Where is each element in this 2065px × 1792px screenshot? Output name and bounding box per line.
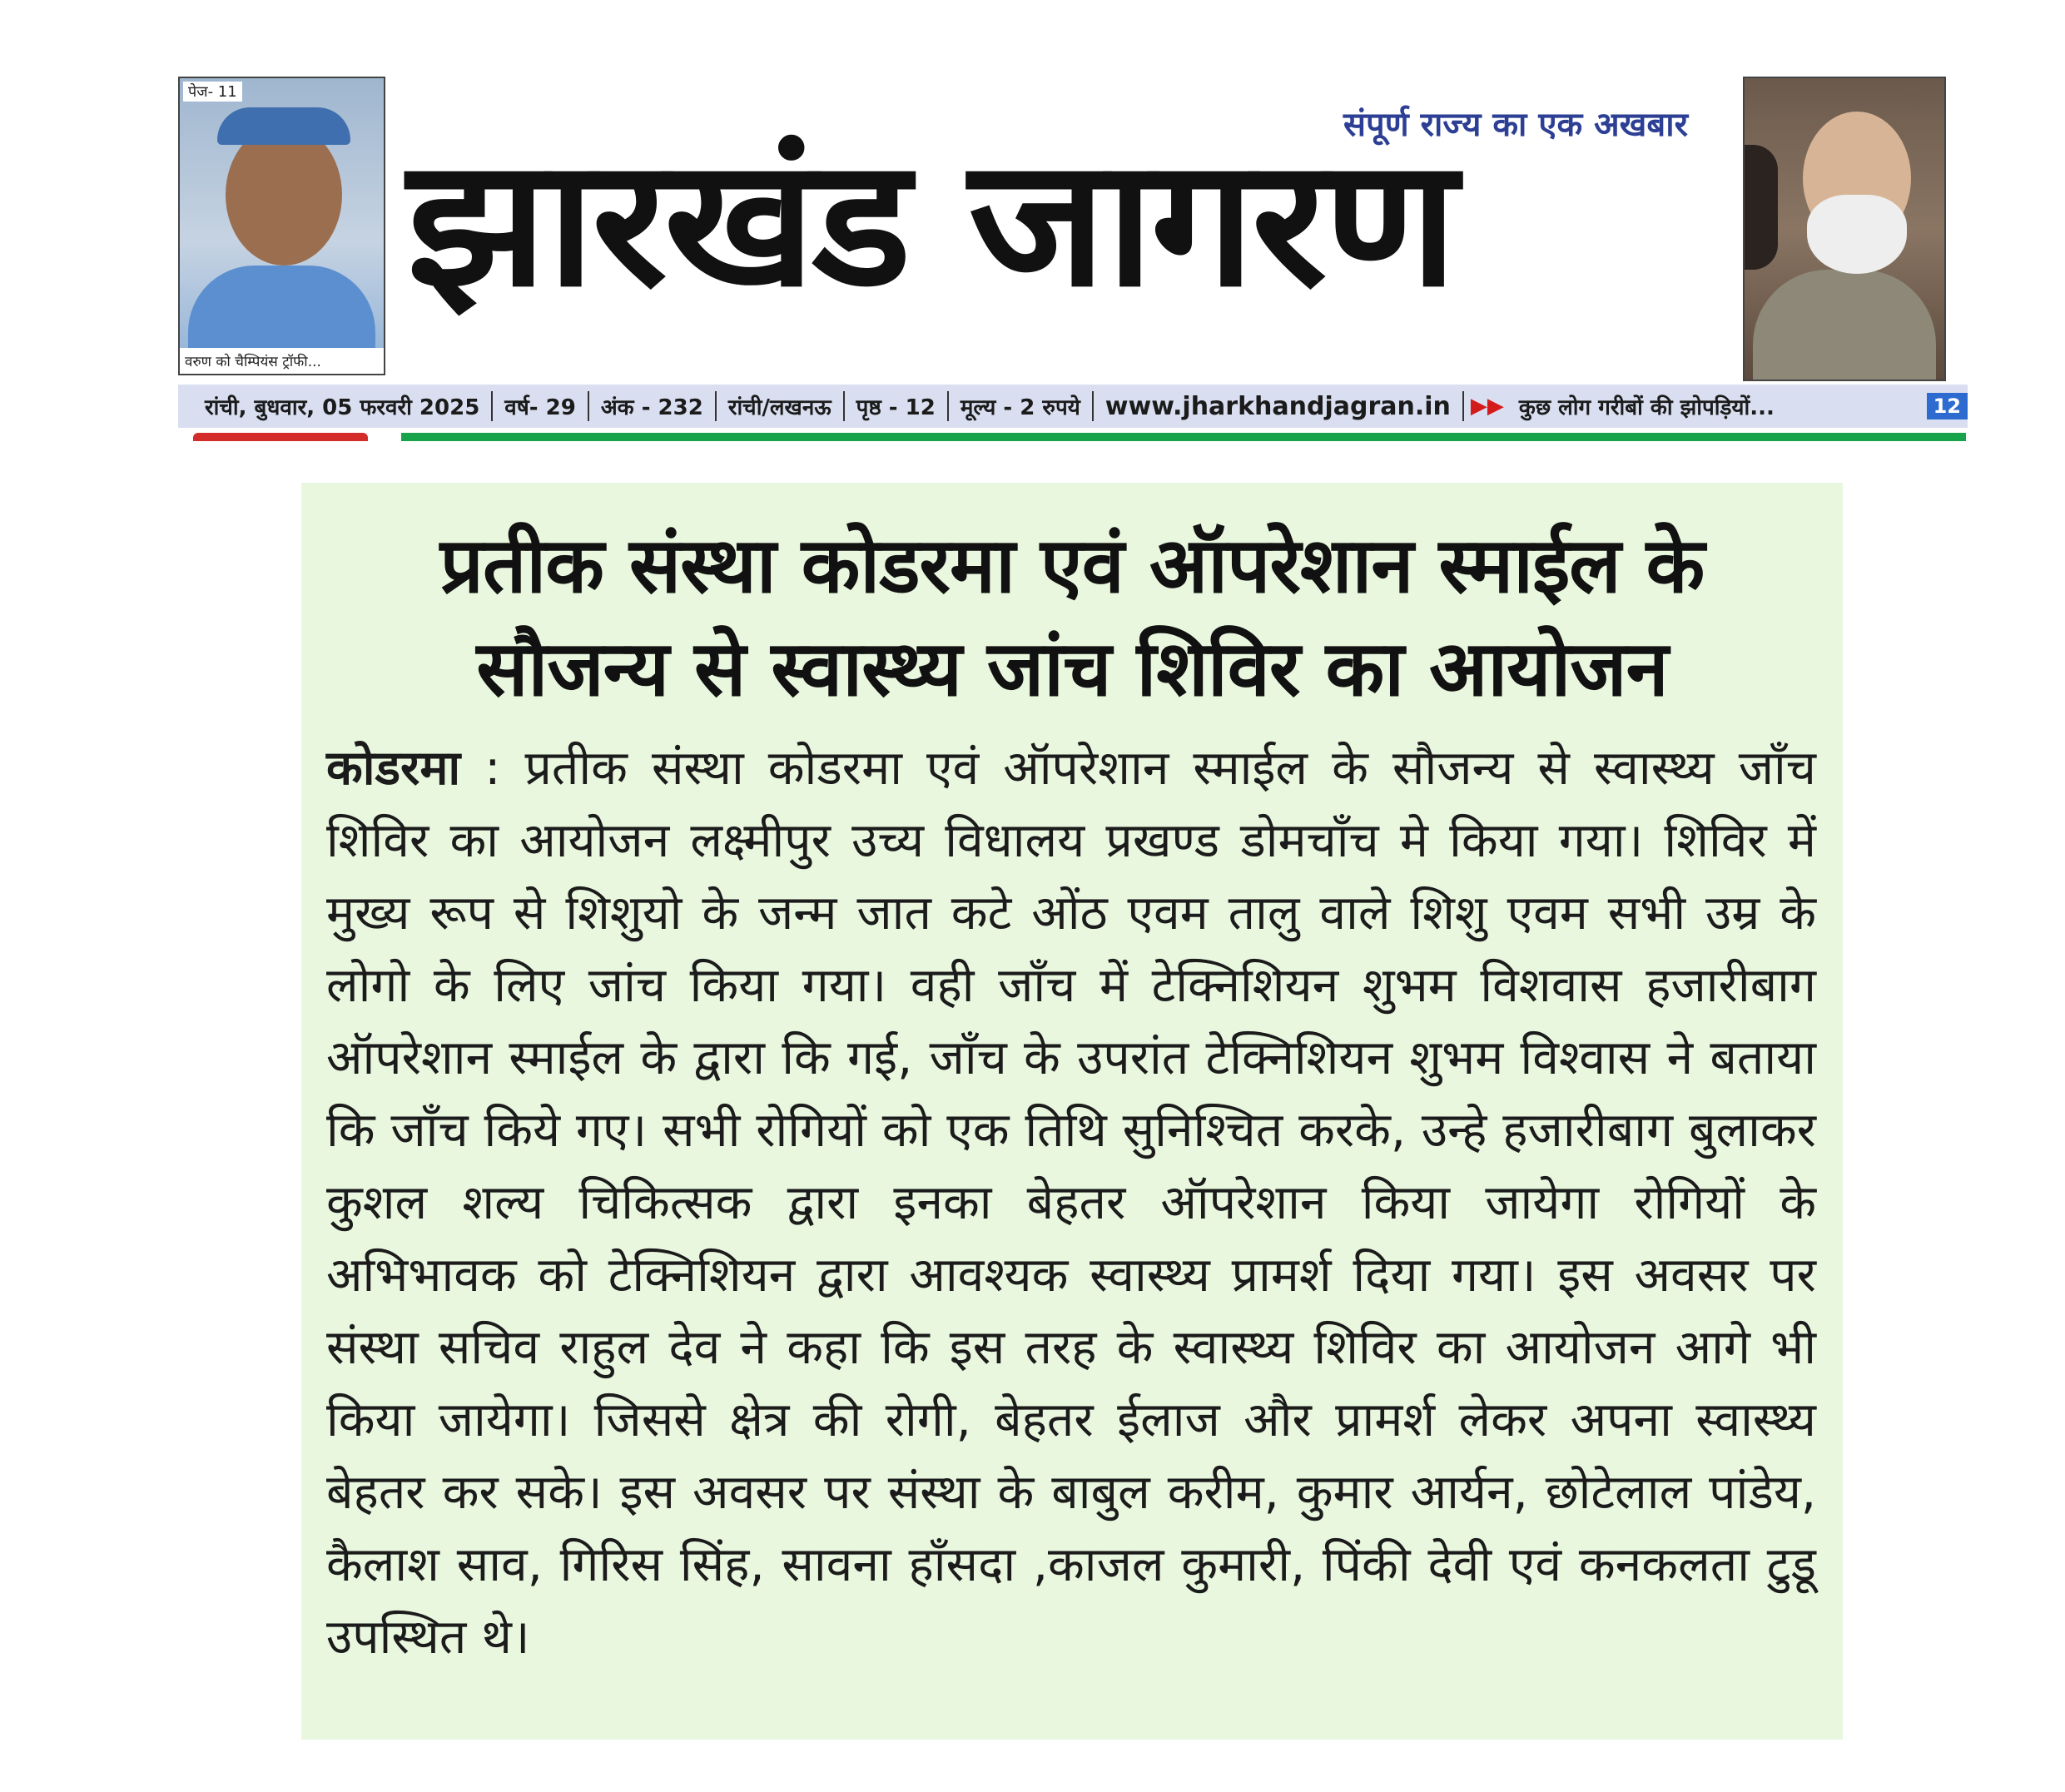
photo-cap-shape (217, 107, 350, 145)
double-arrow-icon: ▶▶ (1470, 394, 1504, 419)
headline-line-2: सौजन्य से स्वास्थ्य जांच शिविर का आयोजन (476, 624, 1668, 713)
teaser-page-badge: 12 (1927, 393, 1968, 419)
tagline: संपूर्ण राज्य का एक अखबार (1343, 106, 1688, 144)
newspaper-title: झारखंड जागरण (407, 120, 1454, 325)
headline-line-1: प्रतीक संस्था कोडरमा एवं ऑपरेशान स्माईल के (439, 521, 1705, 610)
website-link[interactable]: www.jharkhandjagran.in (1104, 391, 1451, 421)
article-body (326, 732, 1816, 1674)
price: मूल्य - 2 रुपये (960, 395, 1080, 420)
article-headline (301, 514, 1843, 721)
editions: रांची/लखनऊ (727, 395, 831, 420)
photo-coat-shape (1753, 270, 1936, 381)
photo-face-shape (226, 124, 342, 266)
photo-shirt-shape (188, 266, 375, 357)
right-teaser-photo[interactable] (1743, 77, 1946, 381)
article-text: : प्रतीक संस्था कोडरमा एवं ऑपरेशान स्माईल के सौजन्य से स्वास्थ्य जाँच शिविर का आयोजन लक्ष्मीपुर उच्य विधालय प्रखण्ड डोमचाँच मे किया गया। शिविर में मुख्य रूप से शिशुयो के जन्म जात कटे ओंठ एवम तालु वाले शिशु एवम सभी उम्र के लोगो के लिए जांच किया गया। वही जाँच में टेक्निशियन शुभम विशवास हजारीबाग ऑपरेशान स्माईल के द्वारा कि गई, जाँच के उपरांत टेक्निशियन शुभम विश्वास ने बताया कि जाँच किये गए। सभी रोगियों को एक तिथि सुनिश्चित करके, उन्हे हजारीबाग बुलाकर कुशल शल्य चिकित्सक द्वारा इनका बेहतर ऑपरेशान किया जायेगा रोगियों के अभिभावक को टेक्निशियन द्वारा आवश्यक स्वास्थ्य प्रामर्श दिया गया। इस अवसर पर संस्था सचिव राहुल देव ने कहा कि इस तरह के स्वास्थ्य शिविर का आयोजन आगे भी किया जायेगा। जिससे क्षेत्र की रोगी, बेहतर ईलाज और प्रामर्श लेकर अपना स्वास्थ्य बेहतर कर सके। इस अवसर पर संस्था के बाबुल करीम, कुमार आर्यन, छोटेलाल पांडेय, कैलाश साव, गिरिस सिंह, सावना हाँसदा ,काजल कुमारी, पिंकी देवी एवं कनकलता टुडू उपस्थित थे। (326, 741, 1816, 1665)
photo-beard-shape (1807, 195, 1907, 274)
year: वर्ष- 29 (504, 395, 576, 420)
news-article (301, 483, 1843, 1740)
color-underbar (178, 433, 1968, 441)
teaser-headline[interactable]: कुछ लोग गरीबों की झोपड़ियों... (1518, 395, 1775, 420)
place-date: रांची, बुधवार, 05 फरवरी 2025 (205, 395, 480, 420)
green-strip (401, 433, 1966, 441)
red-tab (193, 433, 368, 441)
photo-caption: वरुण को चैम्पियंस ट्रॉफी... (180, 348, 384, 374)
edition-info-bar (178, 385, 1968, 428)
newspaper-masthead (178, 77, 1968, 447)
left-teaser-photo[interactable] (178, 77, 385, 375)
issue-number: अंक - 232 (600, 395, 703, 420)
photo-background-person (1745, 145, 1778, 270)
page-tag: पेज- 11 (183, 82, 242, 102)
page-count: पृष्ठ - 12 (856, 395, 936, 420)
dateline: कोडरमा (326, 741, 461, 796)
